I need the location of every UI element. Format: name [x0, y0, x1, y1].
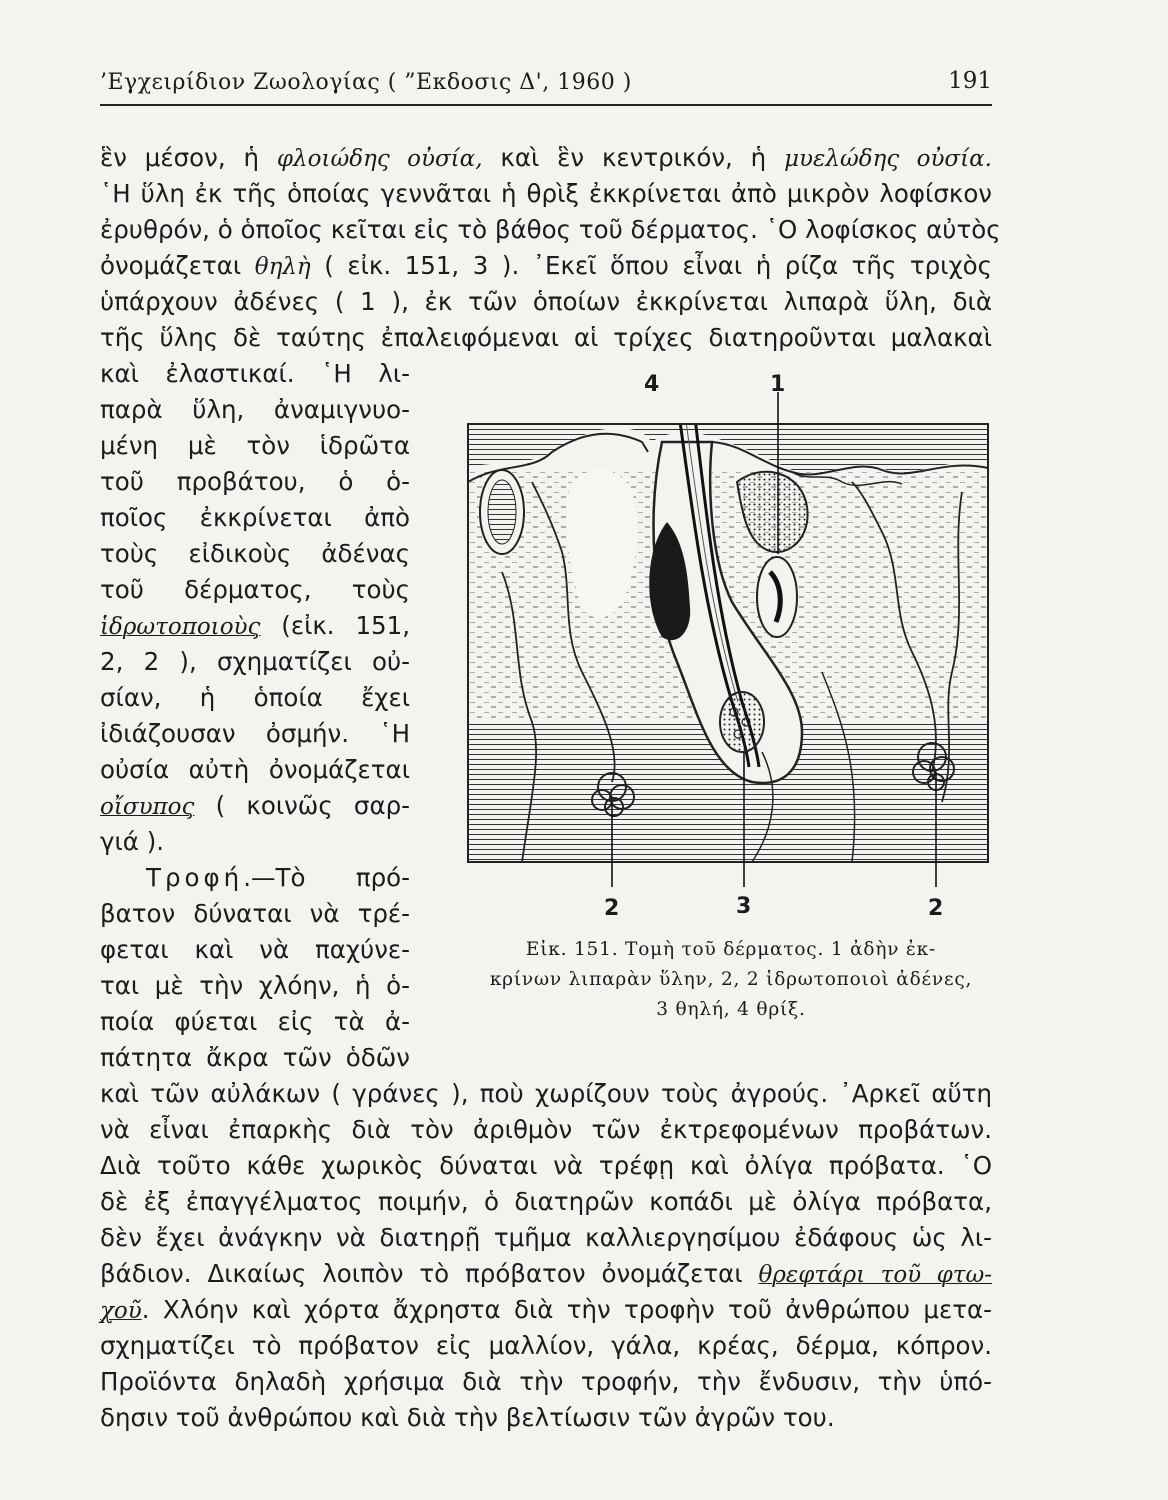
text-line-21: Τροφή.—Τὸ πρό-	[146, 863, 410, 892]
text-line-29: Διὰ τοῦτο κάθε χωρικὸς δύναται νὰ τρέφῃ καὶ ὀλίγα πρόβατα. ῾Ο	[100, 1151, 992, 1180]
text-line-27: καὶ τῶν αὐλάκων ( γράνες ), ποὺ χωρίζουν τοὺς ἀγρούς. ᾿Αρκεῖ αὕτη	[100, 1079, 992, 1108]
text-line-25: ποία φύεται εἰς τὰ ἀ-	[100, 1007, 410, 1036]
figure-caption-line-1: Εἰκ. 151. Τομὴ τοῦ δέρματος. 1 ἀδὴν ἐκ-	[525, 939, 937, 960]
term-cortex: φλοιώδης οὐσία,	[276, 146, 483, 172]
term-sweat-glands: ἱδρωτοποιοὺς	[100, 614, 261, 640]
text-line-1: ἓν μέσον, ἡ φλοιώδης οὐσία, καὶ ἓν κεντρικόν, ἡ μυελώδης οὐσία.	[100, 143, 992, 172]
text-line-18: οὐσία αὐτὴ ὀνομάζεται	[100, 755, 410, 784]
term-papilla: θηλὴ	[254, 254, 311, 280]
text-line-2: ῾Η ὕλη ἐκ τῆς ὁποίας γεννᾶται ἡ θρὶξ ἐκκρίνεται ἀπὸ μικρὸν λοφίσκον	[100, 179, 992, 208]
term-poor-mans-nourisher: θρεφτάρι τοῦ φτω-	[758, 1262, 992, 1288]
text-line-36: δησιν τοῦ ἀνθρώπου καὶ διὰ τὴν βελτίωσιν τῶν ἀγρῶν του.	[100, 1403, 835, 1432]
text-line-30: δὲ ἐξ ἐπαγγέλματος ποιμήν, ὁ διατηρῶν κοπάδι μὲ ὀλίγα πρόβατα,	[100, 1187, 992, 1216]
text-line-26: πάτητα ἄκρα τῶν ὁδῶν	[100, 1043, 410, 1072]
label-sebaceous-gland: 1	[770, 372, 786, 397]
text-line-13: τοῦ δέρματος, τοὺς	[100, 575, 410, 604]
text-line-17: ἰδιάζουσαν ὀσμήν. ῾Η	[100, 719, 410, 748]
label-hair: 4	[644, 372, 660, 397]
text-line-7: καὶ ἐλαστικαί. ῾Η λι-	[100, 359, 410, 388]
text-line-31: δὲν ἔχει ἀνάγκην νὰ διατηρῇ τμῆμα καλλιεργησίμου ἐδάφους ὡς λι-	[100, 1223, 992, 1252]
figure-caption-line-3: 3 θηλή, 4 θρίξ.	[656, 999, 806, 1020]
text-line-33: χοῦ. Χλόην καὶ χόρτα ἄχρηστα διὰ τὴν τροφὴν τοῦ ἀνθρώπου μετα-	[100, 1295, 992, 1324]
label-sweat-gland-left: 2	[604, 896, 620, 921]
figure-caption-line-2: κρίνων λιπαρὰν ὕλην, 2, 2 ἱδρωτοποιοὶ ἀδένες,	[489, 969, 973, 990]
text-line-20: γιά ).	[100, 827, 165, 856]
text-line-6: τῆς ὕλης δὲ ταύτης ἐπαλειφόμεναι αἱ τρίχες διατηροῦνται μαλακαὶ	[100, 323, 992, 352]
text-line-4: ὀνομάζεται θηλὴ ( εἰκ. 151, 3 ). ᾿Εκεῖ ὅπου εἶναι ἡ ρίζα τῆς τριχὸς	[100, 251, 992, 280]
text-line-10: τοῦ προβάτου, ὁ ὁ-	[100, 467, 410, 496]
skin-section-illustration	[462, 372, 992, 932]
text-line-5: ὑπάρχουν ἀδένες ( 1 ), ἐκ τῶν ὁποίων ἐκκρίνεται λιπαρὰ ὕλη, διὰ	[100, 287, 992, 316]
label-sweat-gland-right: 2	[928, 896, 944, 921]
text-line-34: σχηματίζει τὸ πρόβατον εἰς μαλλίον, γάλα, κρέας, δέρμα, κόπρον.	[100, 1331, 992, 1360]
text-line-35: Προϊόντα δηλαδὴ χρήσιμα διὰ τὴν τροφήν, τὴν ἔνδυσιν, τὴν ὑπό-	[100, 1367, 992, 1396]
text-line-11: ποῖος ἐκκρίνεται ἀπὸ	[100, 503, 410, 532]
section-heading-nutrition: Τροφή	[146, 863, 244, 892]
text-line-12: τοὺς εἰδικοὺς ἀδένας	[100, 539, 410, 568]
page-number: 191	[948, 68, 992, 94]
text-line-16: σίαν, ἡ ὁποία ἔχει	[100, 683, 410, 712]
text-line-19: οἴσυπος ( κοινῶς σαρ-	[100, 791, 410, 820]
header-title: ’Εγχειρίδιον Ζωολογίας ( ”Εκδοσις Δ', 1960 )	[100, 70, 632, 95]
skin-section-figure	[462, 372, 992, 932]
text-line-8: παρὰ ὕλη, ἀναμιγνυο-	[100, 395, 410, 424]
text-line-3: ἐρυθρόν, ὁ ὁποῖος κεῖται εἰς τὸ βάθος τοῦ δέρματος. ῾Ο λοφίσκος αὐτὸς	[100, 215, 1001, 244]
text-line-23: φεται καὶ νὰ παχύνε-	[100, 935, 410, 964]
term-lanolin: οἴσυπος	[100, 794, 195, 820]
text-line-24: ται μὲ τὴν χλόην, ἡ ὁ-	[100, 971, 410, 1000]
text-line-22: βατον δύναται νὰ τρέ-	[100, 899, 410, 928]
text-line-15: 2, 2 ), σχηματίζει οὐ-	[100, 647, 410, 676]
label-papilla: 3	[736, 894, 752, 919]
running-header	[100, 64, 992, 106]
text-line-14: ἱδρωτοποιοὺς (εἰκ. 151,	[100, 611, 410, 640]
text-line-32: βάδιον. Δικαίως λοιπὸν τὸ πρόβατον ὀνομάζεται θρεφτάρι τοῦ φτω-	[100, 1259, 992, 1288]
text-line-9: μένη μὲ τὸν ἱδρῶτα	[100, 431, 410, 460]
text-line-28: νὰ εἶναι ἐπαρκὴς διὰ τὸν ἀριθμὸν τῶν ἐκτρεφομένων προβάτων.	[100, 1115, 992, 1144]
term-medulla: μυελώδης οὐσία.	[784, 146, 992, 172]
